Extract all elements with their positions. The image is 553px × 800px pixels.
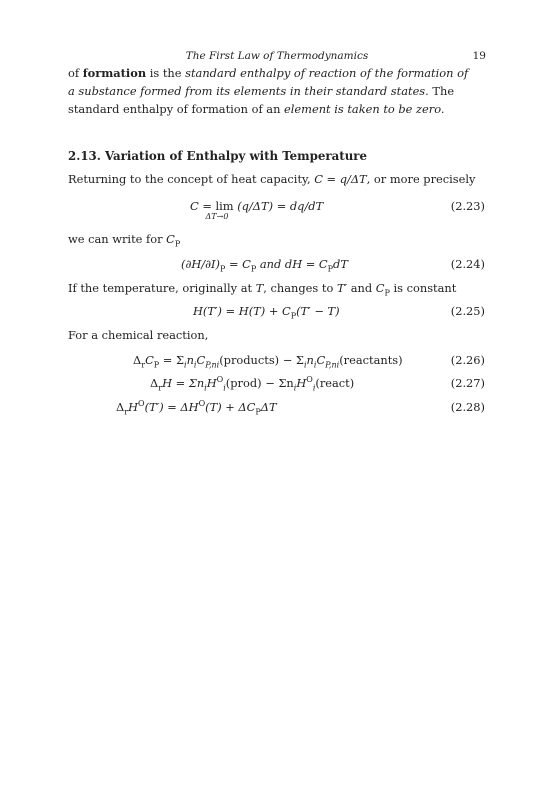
paragraph-formation [68,64,478,118]
text-run: we can write for [68,232,167,246]
page-number: 19 [472,50,486,62]
eq-term: (reactants) [339,353,403,367]
equation-number: (2.28) [450,400,485,414]
text-run: If the temperature, originally at [68,281,256,295]
subscript: i [223,383,226,393]
text-line-write-for [68,232,181,249]
equation-number: (2.24) [450,257,485,271]
eq-term: = Σ [159,353,185,367]
subscript: i [193,360,197,370]
equation-2-27 [150,375,355,393]
eq-term: n [186,353,194,367]
eq-term: and dH = C [256,257,328,271]
equation-2-23 [190,199,324,221]
text-run: , changes to [263,281,337,295]
eq-term: H(T′) = H(T) + C [193,304,291,318]
subscript: P [327,264,334,274]
equation-number: (2.27) [450,376,485,390]
eq-term: C [196,353,206,367]
eq-term: (q/ΔT) = dq/dT [233,199,324,213]
subscript: P [384,288,390,298]
subscript: i [293,383,297,393]
subscript: i [312,383,316,393]
text-run: of [68,66,83,80]
eq-term: (react) [315,376,355,390]
equation-2-24 [181,257,348,274]
subscript: P [174,239,181,249]
text-line-reaction: For a chemical reaction, [68,328,209,342]
equation-2-28 [116,399,277,417]
superscript: O [138,399,145,409]
subscript: r [158,383,163,393]
eq-term: C [190,199,199,213]
text-run: The standard enthalpy of formation of an [68,84,455,116]
eq-term: = [198,199,216,213]
eq-term: C [145,353,154,367]
eq-term: Δ [133,353,142,367]
equation-2-25 [193,304,340,321]
eq-term: (products) − Σ [219,353,304,367]
text-run: Returning to the concept of heat capacity, [68,172,315,186]
running-title: The First Law of Thermodynamics [185,50,369,62]
limit-operator [205,199,234,221]
subscript: P,ni [325,360,340,370]
subscript: P [153,360,160,370]
subscript: r [124,407,129,417]
equation-number: (2.23) [450,199,485,213]
eq-term: (T) + ΔC [205,400,256,414]
var: T [255,281,264,295]
lim-label: lim [215,199,234,213]
lim-subscript: ΔT→0 [205,212,229,221]
italic-note: element is taken to be zero. [284,102,445,116]
subscript: r [141,360,146,370]
text-run: is constant [389,281,457,295]
var: T′ [336,281,348,295]
eq-term: (T′) = ΔH [144,400,199,414]
eq-term: H [296,376,307,390]
text-run: and [347,281,376,295]
eq-term: dT [333,257,348,271]
eq-term: H [128,400,138,414]
inline-equation: C = q/ΔT [314,172,367,186]
subscript: P [219,264,226,274]
eq-term: H [206,376,217,390]
eq-term: = C [225,257,251,271]
eq-term: n [306,353,314,367]
eq-term: H = Σn [162,376,205,390]
equation-number: (2.25) [450,304,485,318]
equation-2-26 [133,353,403,370]
bold-term: formation [82,66,147,80]
eq-term: ΔT [260,400,277,414]
superscript: O [198,399,206,409]
eq-term: (prod) − Σn [225,376,294,390]
subscript: P [255,407,261,417]
subscript: i [184,360,187,370]
text-line-heat-capacity [68,172,475,186]
eq-term: (T′ − T) [296,304,340,318]
eq-term: Δ [116,400,125,414]
subscript: i [313,360,317,370]
var: C [166,232,175,246]
eq-term: C [316,353,326,367]
subscript: P,ni [205,360,220,370]
superscript: O [306,375,313,385]
section-heading: 2.13. Variation of Enthalpy with Temperature [68,149,368,163]
text-run: , or more precisely [366,172,476,186]
text-line-temperature [68,281,457,298]
var: C [375,281,385,295]
superscript: O [216,375,224,385]
text-run: is the [146,66,186,80]
subscript: i [204,383,207,393]
italic-definition: standard enthalpy of reaction of the formation of a substance formed from its elements in their standard states. [68,66,469,98]
equation-number: (2.26) [450,353,485,367]
subscript: i [303,360,307,370]
eq-term: (∂H/∂I) [181,257,220,271]
subscript: P [290,311,297,321]
eq-term: Δ [150,376,159,390]
subscript: P [250,264,257,274]
